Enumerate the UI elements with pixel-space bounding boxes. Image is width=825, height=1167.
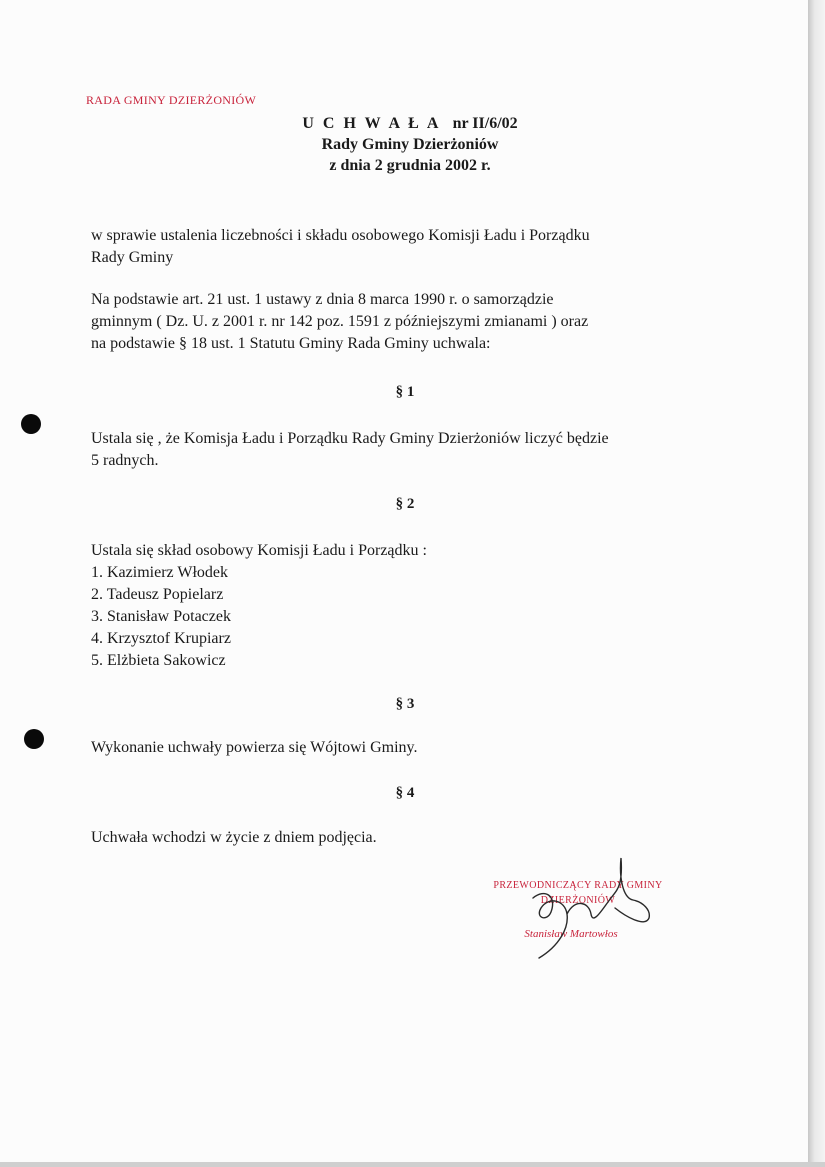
member-list-item: 4. Krzysztof Krupiarz bbox=[91, 630, 231, 647]
member-list-item: 2. Tadeusz Popielarz bbox=[91, 586, 224, 603]
section-3-text: Wykonanie uchwały powierza się Wójtowi Gminy. bbox=[91, 739, 418, 756]
title-line-1 bbox=[220, 113, 600, 134]
legal-basis-paragraph bbox=[91, 289, 731, 355]
punch-hole-top bbox=[21, 414, 41, 434]
section-4-heading: § 4 bbox=[395, 785, 415, 801]
section-2-text bbox=[91, 540, 731, 672]
subject-line-1: w sprawie ustalenia liczebności i składu osobowego Komisji Ładu i Porządku bbox=[91, 227, 590, 244]
punch-hole-bottom bbox=[24, 729, 44, 749]
section-2-heading: § 2 bbox=[395, 496, 415, 512]
scan-bottom-edge bbox=[0, 1162, 825, 1167]
scan-edge bbox=[808, 0, 825, 1167]
title-line-3: z dnia 2 grudnia 2002 r. bbox=[329, 157, 491, 174]
section-2-intro: Ustala się skład osobowy Komisji Ładu i Porządku : bbox=[91, 542, 427, 559]
handwritten-signature bbox=[505, 838, 675, 968]
issuer-stamp: RADA GMINY DZIERŻONIÓW bbox=[86, 93, 257, 107]
legal-basis-line-2: gminnym ( Dz. U. z 2001 r. nr 142 poz. 1591 z późniejszymi zmianami ) oraz bbox=[91, 313, 589, 330]
resolution-title bbox=[220, 113, 600, 176]
section-1-heading: § 1 bbox=[395, 384, 415, 400]
section-1-line-2: 5 radnych. bbox=[91, 452, 159, 469]
section-1-line-1: Ustala się , że Komisja Ładu i Porządku Rady Gminy Dzierżoniów liczyć będzie bbox=[91, 430, 609, 447]
member-list-item: 5. Elżbieta Sakowicz bbox=[91, 652, 226, 669]
legal-basis-line-1: Na podstawie art. 21 ust. 1 ustawy z dnia 8 marca 1990 r. o samorządzie bbox=[91, 291, 554, 308]
member-list-item: 3. Stanisław Potaczek bbox=[91, 608, 231, 625]
legal-basis-line-3: na podstawie § 18 ust. 1 Statutu Gminy Rada Gminy uchwala: bbox=[91, 335, 491, 352]
section-1-text bbox=[91, 428, 731, 472]
subject-line-2: Rady Gminy bbox=[91, 249, 174, 266]
chairman-stamp-line-1: PRZEWODNICZĄCY RADY GMINY bbox=[493, 880, 663, 891]
subject-paragraph bbox=[91, 225, 731, 269]
chairman-stamp-line-2: DZIERŻONIÓW bbox=[540, 895, 616, 906]
resolution-number: nr II/6/02 bbox=[452, 115, 518, 132]
title-word: U C H W A Ł A bbox=[302, 115, 441, 132]
member-list-item: 1. Kazimierz Włodek bbox=[91, 564, 228, 581]
chairman-name: Stanisław Martowłos bbox=[524, 928, 618, 940]
section-3-heading: § 3 bbox=[395, 696, 415, 712]
title-line-2: Rady Gminy Dzierżoniów bbox=[321, 136, 499, 153]
section-4-text: Uchwała wchodzi w życie z dniem podjęcia. bbox=[91, 829, 377, 846]
